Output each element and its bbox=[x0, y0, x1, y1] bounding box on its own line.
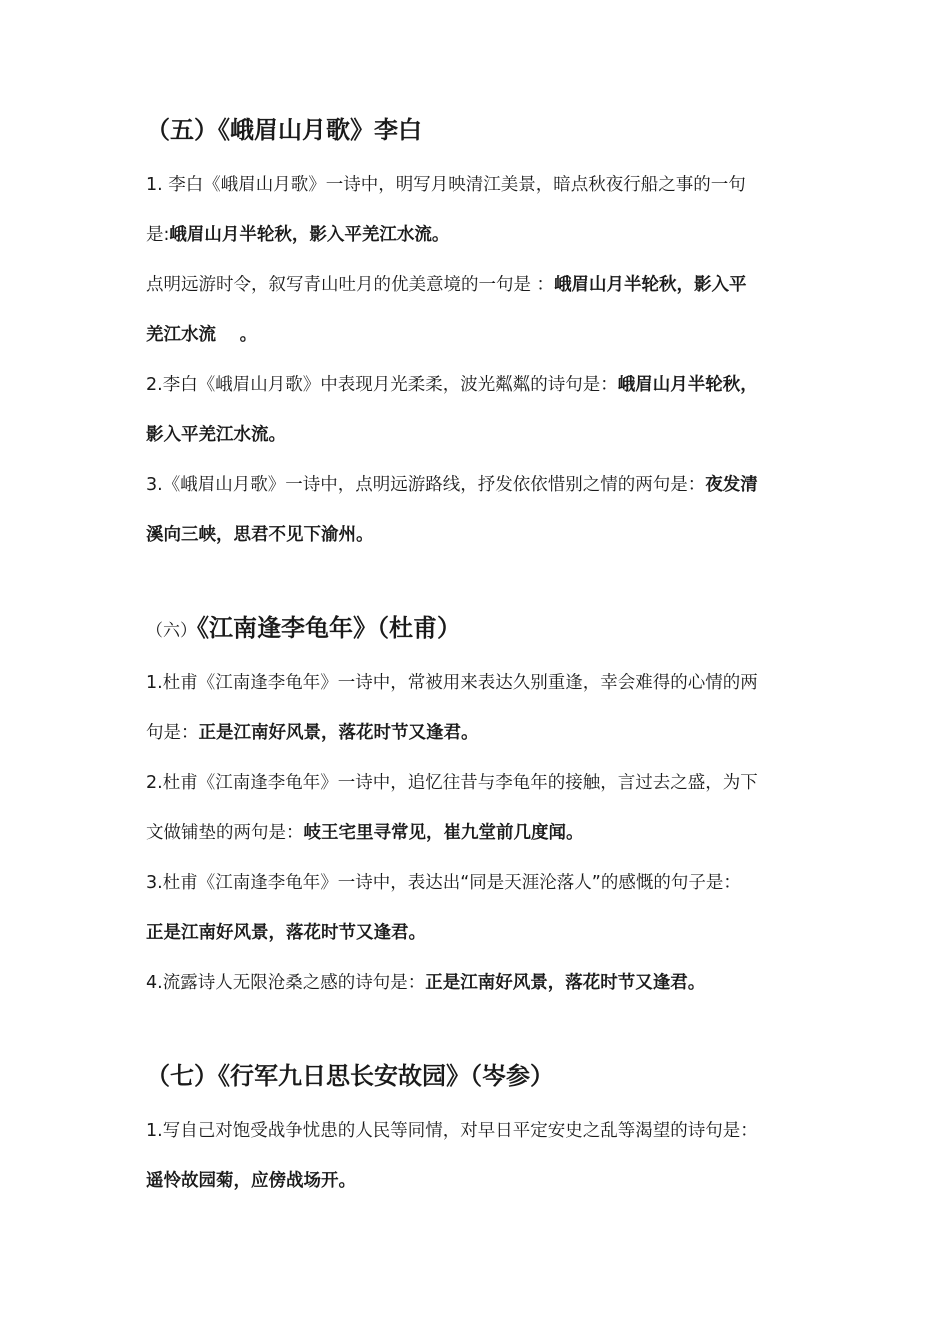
text-line: 点明远游时令，叙写青山吐月的优美意境的一句是 ：峨眉山月半轮秋，影入平 bbox=[146, 275, 747, 295]
text-line: 句是：正是江南好风景，落花时节又逢君。 bbox=[146, 723, 479, 743]
text-line: 1.写自己对饱受战争忧患的人民等同情，对早日平定安史之乱等渴望的诗句是： bbox=[146, 1121, 758, 1141]
text-line: 影入平羌江水流。 bbox=[146, 425, 286, 445]
text-line: 1.杜甫《江南逢李龟年》一诗中，常被用来表达久别重逢，幸会难得的心情的两 bbox=[146, 673, 758, 693]
section-heading-title: 《行军九日思长安故园》（岑参） bbox=[218, 1062, 554, 1090]
text-line: 2.李白《峨眉山月歌》中表现月光柔柔，波光粼粼的诗句是：峨眉山月半轮秋， bbox=[146, 375, 758, 395]
section-heading-title: 《江南逢李龟年》（杜甫） bbox=[197, 614, 461, 642]
section-heading-prefix: （七） bbox=[146, 1062, 218, 1090]
text-line: 3.《峨眉山月歌》一诗中，点明远游路线，抒发依依惜别之情的两句是：夜发清 bbox=[146, 475, 758, 495]
text-line: 2.杜甫《江南逢李龟年》一诗中，追忆往昔与李龟年的接触，言过去之盛，为下 bbox=[146, 773, 758, 793]
text-line: 4.流露诗人无限沧桑之感的诗句是：正是江南好风景，落花时节又逢君。 bbox=[146, 973, 706, 993]
text-line: 文做铺垫的两句是：岐王宅里寻常见，崔九堂前几度闻。 bbox=[146, 823, 584, 843]
text-line: 1. 李白《峨眉山月歌》一诗中，明写月映清江美景，暗点秋夜行船之事的一句 bbox=[146, 175, 746, 195]
section-heading-7 bbox=[146, 1060, 554, 1092]
section-heading-5 bbox=[146, 114, 422, 146]
text-line: 羌江水流 。 bbox=[146, 325, 258, 345]
text-line: 3.杜甫《江南逢李龟年》一诗中，表达出“同是天涯沦落人”的感慨的句子是： bbox=[146, 873, 741, 893]
section-heading-prefix: （五） bbox=[146, 116, 218, 144]
text-line: 遥怜故园菊，应傍战场开。 bbox=[146, 1171, 356, 1191]
section-heading-title: 《峨眉山月歌》李白 bbox=[218, 116, 422, 144]
text-line: 溪向三峡，思君不见下渝州。 bbox=[146, 525, 374, 545]
text-line: 正是江南好风景，落花时节又逢君。 bbox=[146, 923, 426, 943]
text-line: 是:峨眉山月半轮秋，影入平羌江水流。 bbox=[146, 225, 450, 245]
section-heading-prefix: （六） bbox=[146, 621, 197, 641]
section-heading-6 bbox=[146, 612, 461, 647]
